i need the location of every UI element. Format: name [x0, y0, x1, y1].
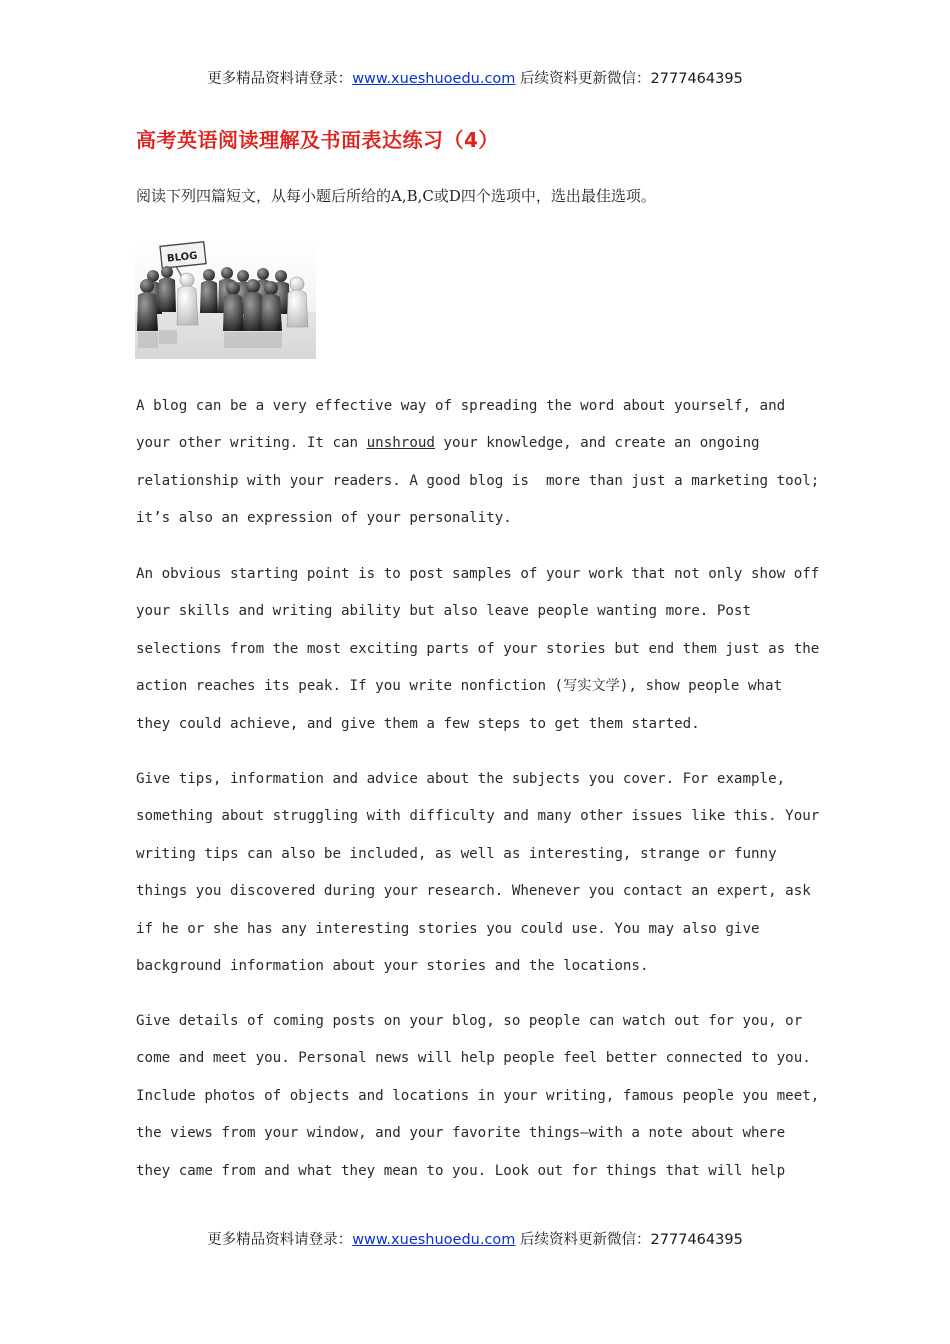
blog-sign-text: BLOG — [166, 250, 198, 265]
text-line: if he or she has any interesting stories you could use. You may also give — [136, 920, 760, 937]
text-line: selections from the most exciting parts of your stories but end them just as the — [136, 640, 820, 657]
paragraph-3 — [136, 761, 820, 985]
footer-suffix: 后续资料更新微信：2777464395 — [515, 1232, 743, 1248]
blog-illustration — [135, 240, 316, 359]
paragraph-2 — [136, 556, 820, 743]
text-line: writing tips can also be included, as well as interesting, strange or funny — [136, 845, 777, 862]
text-fragment: your other writing. It can — [136, 435, 367, 452]
text-line: they came from and what they mean to you. Look out for things that will help — [136, 1162, 786, 1179]
text-line: relationship with your readers. A good blog is more than just a marketing tool; — [136, 472, 820, 489]
header-prefix: 更多精品资料请登录： — [207, 71, 353, 87]
text-line: An obvious starting point is to post samples of your work that not only show off — [136, 566, 820, 582]
paragraph-1 — [136, 388, 820, 538]
instruction-text: 阅读下列四篇短文，从每小题后所给的A,B,C或D四个选项中，选出最佳选项。 — [136, 187, 656, 205]
page-title: 高考英语阅读理解及书面表达练习（4） — [136, 128, 499, 152]
header-website-link[interactable]: www.xueshuoedu.com — [352, 71, 516, 87]
page-header — [0, 67, 950, 88]
text-line: Include photos of objects and locations in your writing, famous people you meet, — [136, 1087, 820, 1104]
text-line: they could achieve, and give them a few steps to get them started. — [136, 715, 700, 732]
text-line — [136, 425, 816, 462]
footer-prefix: 更多精品资料请登录： — [207, 1232, 353, 1248]
text-line: something about struggling with difficulty and many other issues like this. Your — [136, 808, 820, 825]
text-line: Give details of coming posts on your blog, so people can watch out for you, or — [136, 1013, 803, 1029]
text-line: Give tips, information and advice about the subjects you cover. For example, — [136, 771, 786, 787]
text-line: action reaches its peak. If you write nonfiction (写实文学), show people what — [136, 678, 783, 695]
text-line: come and meet you. Personal news will help people feel better connected to you. — [136, 1050, 811, 1067]
text-fragment: your knowledge, and create an ongoing — [434, 435, 760, 452]
blog-sign — [160, 242, 206, 268]
text-line: your skills and writing ability but also leave people wanting more. Post — [136, 603, 751, 620]
header-suffix: 后续资料更新微信：2777464395 — [515, 71, 743, 87]
page-footer — [0, 1228, 950, 1249]
text-line: the views from your window, and your favorite things—with a note about where — [136, 1125, 786, 1142]
text-line: it’s also an expression of your personality. — [136, 510, 512, 527]
text-line: things you discovered during your research. Whenever you contact an expert, ask — [136, 883, 811, 900]
paragraph-4 — [136, 1003, 820, 1190]
text-line: background information about your stories and the locations. — [136, 957, 649, 974]
underlined-word: unshroud — [366, 435, 435, 452]
text-line: A blog can be a very effective way of spreading the word about yourself, and — [136, 398, 786, 414]
footer-website-link[interactable]: www.xueshuoedu.com — [352, 1232, 516, 1248]
